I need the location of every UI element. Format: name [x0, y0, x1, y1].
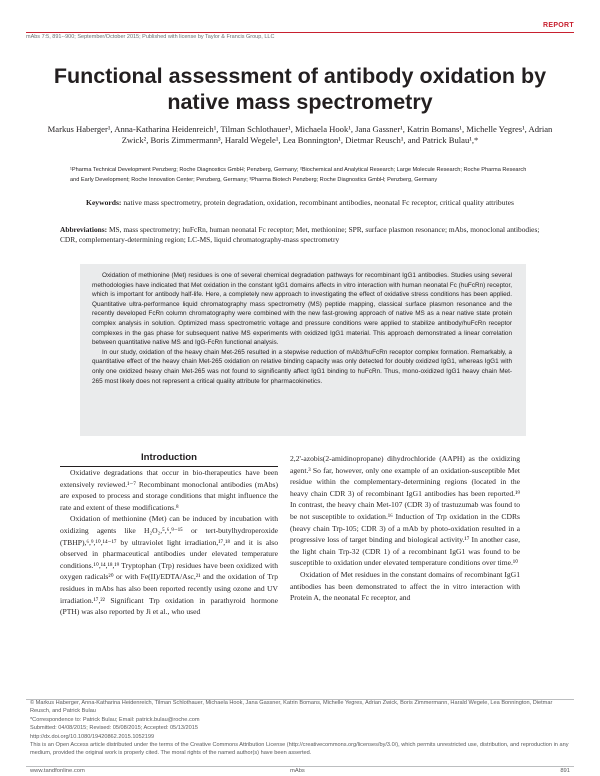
correspondence: *Correspondence to: Patrick Bulau; Email: patrick.bulau@roche.com	[30, 716, 200, 723]
page-number: 891	[560, 768, 570, 774]
keywords	[60, 198, 540, 208]
body-column-left	[60, 467, 278, 618]
abbreviations	[60, 225, 540, 245]
abbreviations-label: Abbreviations:	[60, 225, 108, 234]
doi-link[interactable]: http://dx.doi.org/10.1080/19420862.2015.1052199	[30, 733, 155, 740]
author-list: Markus Haberger¹, Anna-Katharina Heidenreich¹, Tilman Schlothauer¹, Michaela Hook¹, Jana Gassner¹, Katrin Bomans¹, Michelle Yegres¹, Adrian Zwick², Boris Zimmermann³, Harald Wegele¹, Lea Bonnington¹, Dietmar Reusch¹, and Patrick Bulau¹,*	[47, 124, 553, 145]
article-title: Functional assessment of antibody oxidation by native mass spectrometry	[53, 64, 547, 114]
keywords-text: native mass spectrometry, protein degradation, oxidation, recombinant antibodies, neonatal Fc receptor, critical quality attributes	[123, 198, 514, 207]
footnotes	[30, 699, 570, 741]
body-paragraph: Oxidation of methionine (Met) can be induced by incubation with oxidizing agents like H₂O₂,⁵,⁶,⁹⁻¹⁵ or tert-butylhydroperoxide (TBHP),⁶,⁹,¹⁰,¹⁴⁻¹⁷ by ultraviolet light irradiation,¹⁷,¹⁸ and it is also observed in pharmaceutical antibodies under elevated temperature conditions.¹⁰,¹⁴,¹⁸,¹⁹ Tryptophan (Trp) residues have been oxidized with oxygen radicals²⁰ or with Fe(II)/EDTA/Asc,²¹ and the oxidation of Trp residues in mAbs has also been reported recently using ozone and UV irradiation.¹⁷,²² Significant Trp oxidation in parathyroid hormone (PTH) was also reported by Ji et al., who used	[60, 514, 278, 617]
abstract	[92, 271, 512, 386]
body-paragraph: 2,2'-azobis(2-amidinopropane) dihydrochloride (AAPH) as the oxidizing agent.³ So far, however, only one example of an oxidation-susceptible Met residue within the complementary-determining regions (located in the heavy chain CDR 3) of recombinant IgG1 antibodies has been reported.¹⁹ In contrast, the heavy chain Met-107 (CDR 3) of trastuzumab was found to be not susceptible to oxidation.¹⁶ Induction of Trp oxidation in the CDRs (heavy chain Trp-105; CDR 3) of a mAb by photo-oxidation resulted in a progressive loss of target binding and biological activity.¹⁷ In another case, the light chain Trp-32 (CDR 1) of a recombinant IgG1 was found to be susceptible to oxidation under elevated temperature conditions over time.¹⁰	[290, 454, 520, 568]
article-type-label: REPORT	[543, 22, 574, 29]
section-heading-introduction: Introduction	[141, 452, 197, 463]
abstract-paragraph: In our study, oxidation of the heavy chain Met-265 resulted in a stepwise reduction of mAb3/huFcRn receptor complex formation. Remarkably, a quantitative effect of the heavy chain Met-265 oxidation on relative binding capacity was only detected for doubly oxidized IgG1, whereas IgG1 with only one oxidized heavy chain Met-265 was not found to significantly affect IgG1 binding to huFcRn. Thus, mono-oxidized IgG1 heavy chain Met-265 most likely does not represent a critical quality attribute for pharmacokinetics.	[92, 348, 512, 385]
body-paragraph: Oxidation of Met residues in the constant domains of recombinant IgG1 antibodies has been demonstrated to affect the in vitro interaction with Protein A, the neonatal Fc receptor, and	[290, 569, 520, 603]
affiliations: ¹Pharma Technical Development Penzberg; Roche Diagnostics GmbH; Penzberg, Germany; ²Biochemical and Analytical Research; Large Molecule Research; Roche Pharma Research and Early Development; Roche Innovation Center; Penzberg, Germany; ³Pharma Biotech Penzberg; Roche Diagnostics GmbH; Penzberg, Germany	[70, 167, 527, 183]
copyright-notice: © Markus Haberger, Anna-Katharina Heidenreich, Tilman Schlothauer, Michaela Hook, Jana Gassner, Katrin Bomans, Michelle Yegres, Adrian Zwick, Boris Zimmermann, Harald Wegele, Lea Bonnington, Dietmar Reusch, and Patrick Bulau	[30, 700, 553, 715]
abbreviations-text: MS, mass spectrometry; huFcRn, human neonatal Fc receptor; Met, methionine; SPR, surface plasmon resonance; mAbs, monoclonal antibodies; CDR, complementary-determining region; LC-MS, liquid chromatography-mass spectrometry	[60, 225, 540, 244]
footer-rule	[26, 766, 574, 767]
header-rule	[26, 32, 574, 33]
keywords-label: Keywords:	[86, 198, 122, 207]
journal-citation: mAbs 7:5, 891--900; September/October 2015; Published with license by Taylor & Francis Group, LLC	[26, 34, 275, 40]
submission-dates: Submitted: 04/08/2015; Revised: 05/08/2015; Accepted: 05/13/2015	[30, 725, 198, 732]
body-column-right	[290, 453, 520, 604]
footer-website[interactable]: www.tandfonline.com	[30, 768, 85, 774]
abstract-paragraph: Oxidation of methionine (Met) residues is one of several chemical degradation pathways for recombinant IgG1 antibodies. Studies using several methodologies have indicated that Met oxidation in the constant IgG1 domains affects in vitro interaction with human neonatal Fc (huFcRn) receptor, which is important for antibody half-life. Here, a completely new approach to investigating the effect of oxidative stress conditions has been applied. Quantitative ultra-performance liquid chromatography mass spectrometry (MS) peptide mapping, classical surface plasmon resonance and the recently developed FcRn column chromatography were combined with the new fast-growing approach of native MS as a near native state protein complex analysis in solution. Optimized mass spectrometric voltage and pressure conditions were applied to stabilize antibody/huFcRn receptor complexes in the gas phase for subsequent native MS experiments with oxidized IgG1 material. This approach demonstrated a linear correlation between quantitative native MS and IgG-FcRn functional analysis.	[92, 272, 512, 347]
license-notice: This is an Open Access article distributed under the terms of the Creative Commons Attribution License (http://creativecommons.org/licenses/by/3.0/), which permits unrestricted use, distribution, and reproduction in any medium, provided the original work is properly cited. The moral rights of the named author(s) have been asserted.	[30, 742, 569, 757]
footer-journal: mAbs	[290, 768, 305, 774]
body-paragraph: Oxidative degradations that occur in bio-therapeutics have been extensively reviewed.¹⁻⁷ Recombinant monoclonal antibodies (mAbs) are exposed to process and storage conditions that might influence the rate and extent of these modifications.⁸	[60, 468, 278, 512]
